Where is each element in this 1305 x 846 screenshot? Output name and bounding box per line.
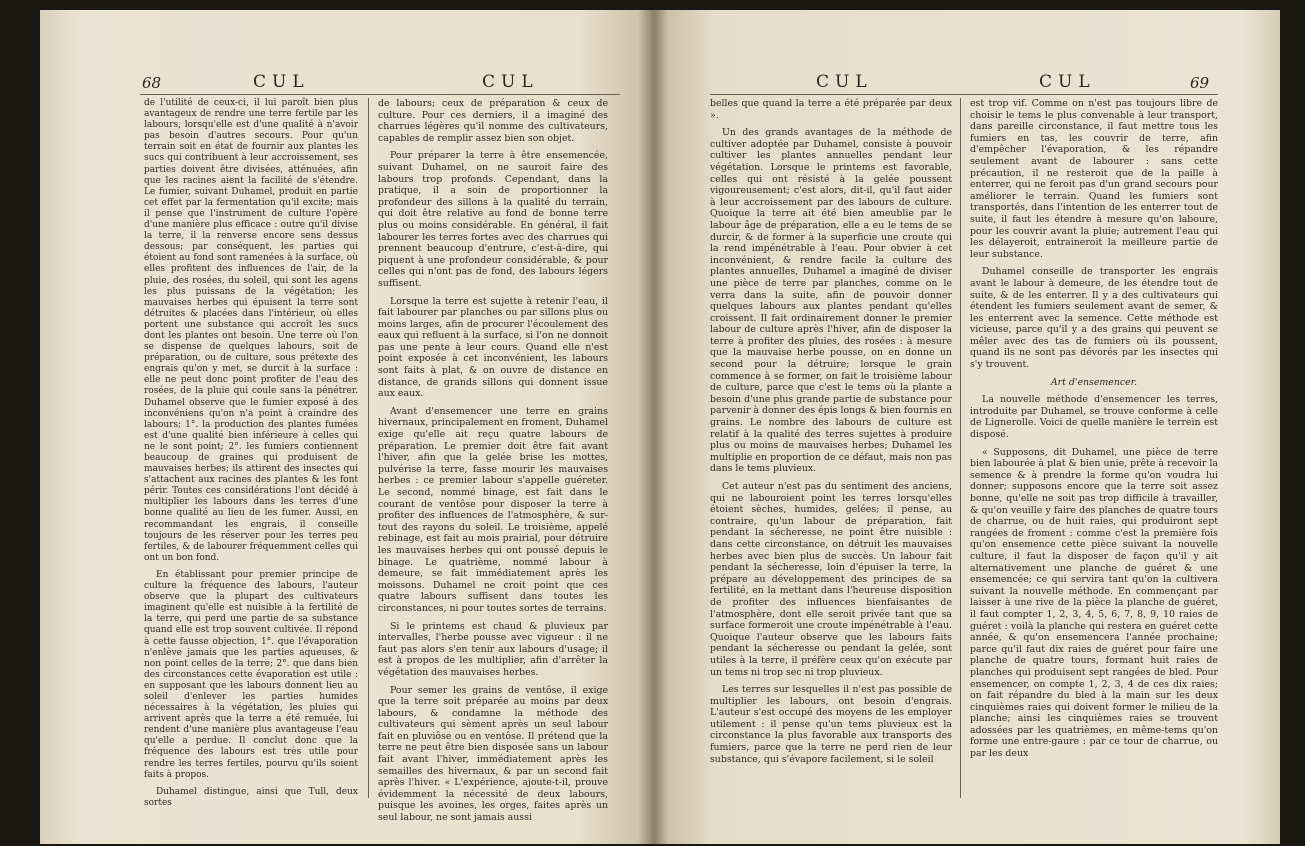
paragraph: Un des grands avantages de la méthode de cultiver adoptée par Duhamel, consiste à pouvoir cultiver les plantes annuelles pendant leur végétation. Lorsque le printems est favorable, celles qui ont résisté à la gelée poussent vigoureusement; c'est alors, dit-il, qu'il faut aider à leur accroissement par des labours de culture. Quoique la terre ait été bien ameublie par le labour âge de préparation, elle a eu le tems de se durcir, & de former à la superficie une croute qui la rend impénétrable à l'eau. Pour obvier à cet inconvénient, & rendre facile la culture des plantes annuelles, Duhamel a imaginé de diviser une pièce de terre par planches, comme on le verra dans la suite, afin de pouvoir donner quelques labours aux plantes pendant qu'elles croissent. Il fait ordinairement donner le premier labour de culture après l'hiver, afin de disposer la terre à profiter des pluies, des rosées : à mesure que la mauvaise herbe pousse, on en donne un second pour la détruire; lorsque le grain commence à se former, on fait le troisième labour de culture, parce que c'est le tems où la plante a besoin d'une plus grande partie de substance pour parvenir à donner des épis longs & bien fournis en grains. Le nombre des labours de culture est relatif à la qualité des terres sujettes à produire plus ou moins de mauvaises herbes; Duhamel les multiplie en proportion de ce défaut, mais non pas dans le tems pluvieux.	[710, 127, 952, 475]
paragraph: Avant d'ensemencer une terre en grains hivernaux, principalement en froment, Duhamel exige qu'elle ait reçu quatre labours de préparation. Le premier doit être fait avant l'hiver, afin que la gelée brise les mottes, pulvérise la terre, fasse mourir les mauvaises herbes : ce premier labour s'appelle guéreter. Le second, nommé binage, est fait dans le courant de ventôse pour disposer la terre à profiter des influences de l'atmosphère, & sur-tout des rayons du soleil. Le troisième, appelé rebinage, est fait au mois prairial, pour détruire les mauvaises herbes qui ont poussé depuis le binage. Le quatrième, nommé labour à demeure, se fait immédiatement après les moissons. Duhamel ne croit point que ces quatre labours suffisent dans toutes les circonstances, ni pour toutes sortes de terrains.	[378, 405, 608, 614]
text-column-right-2	[970, 98, 1218, 766]
text-column-right-1	[710, 98, 952, 771]
paragraph: de labours; ceux de préparation & ceux de culture. Pour ces derniers, il a imaginé des charrues légères qu'il nomme des cultivateurs, capables de remplir assez bien son objet.	[378, 98, 608, 144]
header-rule	[140, 94, 620, 95]
running-header-left-col2: CUL	[482, 72, 539, 92]
left-page	[40, 10, 652, 844]
paragraph: La nouvelle méthode d'ensemencer les terres, introduite par Duhamel, se trouve conforme à celle de Lignerolle. Voici de quelle manière le terrein est disposé.	[970, 394, 1218, 441]
paragraph: Duhamel distingue, ainsi que Tull, deux sortes	[144, 786, 358, 808]
paragraph: Pour semer les grains de ventôse, il exige que la terre soit préparée au moins par deux labours, & condamne la méthode des cultivateurs qui sèment après un seul labour fait en pluviôse ou en ventôse. Il prétend que la terre ne peut être bien disposée sans un labour fait avant l'hiver, immédiatement après les semailles des hivernaux, & par un second fait après l'hiver. « L'expérience, ajoute-t-il, prouve évidemment la nécessité de deux labours, puisque les avoines, les orges, faites après un seul labour, ne sont jamais aussi	[378, 684, 608, 824]
section-heading: Art d'ensemencer.	[1050, 376, 1138, 388]
paragraph: Lorsque la terre est sujette à retenir l'eau, il fait labourer par planches ou par sillons plus ou moins larges, afin de procurer l'écoulement des eaux qui refluent à la surface, si l'on ne donnoit pas une pente à leur cours. Quand elle n'est point exposée à cet inconvénient, les labours sont faits à plat, & on ouvre de distance en distance, de grands sillons qui donnent issue aux eaux.	[378, 295, 608, 400]
paragraph: de l'utilité de ceux-ci, il lui paroît bien plus avantageux de rendre une terre fertile par les labours, lorsqu'elle est d'une qualité à n'avoir pas besoin d'autres secours. Pour qu'un terrain soit en état de fournir aux plantes les sucs qui contribuent à leur accroissement, ses parties doivent être divisées, atténuées, afin que les racines aient la facilité de s'étendre. Le fumier, suivant Duhamel, produit en partie cet effet par la fermentation qu'il excite; mais il pense que l'instrument de culture l'opère d'une manière plus efficace : outre qu'il divise la terre, il la renverse encore sens dessus dessous; par conséquent, les parties qui étoient au fond sont ramenées à la surface, où elles profitent des influences de l'air, de la pluie, des rosées, du soleil, qui sont les agens les plus puissans de la végétation; les mauvaises herbes qui épuisent la terre sont détruites & placées dans l'intérieur, où elles portent une substance qui accroît les sucs dont les plantes ont besoin. Une terre où l'on se dispense de quelques labours, soit de préparation, ou de culture, sous prétexte des engrais qu'on y met, se durcit à la surface : elle ne peut donc point profiter de l'eau des rosées, de la pluie qui coule sans la pénétrer. Duhamel observe que le fumier exposé à des inconvéniens qu'on n'a point à craindre des labours; 1°. la production des plantes fumées est d'une qualité bien inférieure à celles qui ne le sont point; 2°. les fumiers contiennent beaucoup de graines qui produisent de mauvaises herbes; ils attirent des insectes qui s'attachent aux racines des plantes & les font périr. Toutes ces considérations l'ont décidé à multiplier les labours dans les terres d'une bonne qualité au lieu de les fumer. Aussi, en recommandant les engrais, il conseille toujours de les réserver pour les terres peu fertiles, & de labourer fréquemment celles qui ont un bon fond.	[144, 98, 358, 563]
paragraph: Si le printems est chaud & pluvieux par intervalles, l'herbe pousse avec vigueur : il ne faut pas alors s'en tenir aux labours d'usage; il est à propos de les multiplier, afin d'arrêter la végétation des mauvaises herbes.	[378, 620, 608, 678]
paragraph: Pour préparer la terre à être ensemencée, suivant Duhamel, on ne sauroit faire des labours trop profonds. Cependant, dans la pratique, il a soin de proportionner la profondeur des sillons à la qualité du terrain, qui doit être relative au fond de bonne terre plus ou moins considérable. En général, il fait labourer les terres fortes avec des charrues qui prennent beaucoup d'entrure, c'est-à-dire, qui piquent à une profondeur considérable, & pour celles qui n'ont pas de fond, des labours légers suffisent.	[378, 150, 608, 289]
right-page	[652, 10, 1280, 844]
text-column-left-1	[144, 98, 358, 815]
paragraph: Les terres sur lesquelles il n'est pas possible de multiplier les labours, ont besoin d'engrais. L'auteur s'est occupé des moyens de les employer utilement : il pense qu'un tems pluvieux est la circonstance la plus favorable aux transports des fumiers, parce que la terre ne perd rien de leur substance, qui s'évapore facilement, si le soleil	[710, 684, 952, 765]
paragraph: En établissant pour premier principe de culture la fréquence des labours, l'auteur observe que la plupart des cultivateurs imaginent qu'elle est nuisible à la fertilité de la terre, qui perd une partie de sa substance quand elle est trop souvent cultivée. Il répond à cette fausse objection, 1°. que l'évaporation n'enlève jamais que les parties aqueuses, & non point celles de la terre; 2°. que dans bien des circonstances cette évaporation est utile : en supposant que les labours donnent lieu au soleil d'enlever les parties humides nécessaires à la végétation, les pluies qui arrivent après que la terre a été remuée, lui rendent d'une manière plus avantageuse l'eau qu'elle a perdue. Il conclut donc que la fréquence des labours est très utile pour rendre les terres fertiles, pourvu qu'ils soient faits à propos.	[144, 569, 358, 780]
page-number-left: 68	[142, 74, 162, 92]
column-rule	[960, 98, 961, 798]
column-rule	[368, 98, 369, 798]
paragraph: belles que quand la terre a été préparée par deux ».	[710, 98, 952, 121]
text-column-left-2	[378, 98, 608, 830]
running-header-right-col2: CUL	[1039, 72, 1096, 92]
paragraph: est trop vif. Comme on n'est pas toujours libre de choisir le tems le plus convenable à leur transport, dans pareille circonstance, il faut mettre tous les fumiers en tas, les couvrir de terre, afin d'empêcher l'évaporation, & les répandre seulement avant de labourer : sans cette précaution, il ne resteroit que de la paille à enterrer, qui ne feroit pas d'un grand secours pour améliorer le terrain. Quand les fumiers sont transportés, dans l'intention de les enterrer tout de suite, il faut les étendre à mesure qu'on laboure, pour les couvrir avant la pluie; autrement l'eau qui les délayeroit, entraineroit la meilleure partie de leur substance.	[970, 98, 1218, 260]
paragraph: Cet auteur n'est pas du sentiment des anciens, qui ne labouroient point les terres lorsqu'elles étoient sèches, humides, gelées; il pense, au contraire, qu'un labour de préparation, fait pendant la sécheresse, ne point être nuisible : dans cette circonstance, on détruit les mauvaises herbes avec bien plus de succès. Un labour fait pendant la sécheresse, loin d'épuiser la terre, la prépare au développement des principes de sa fertilité, en la mettant dans l'heureuse disposition de profiter des influences bienfaisantes de l'atmosphère, dont elle seroit privée tant que sa surface formeroit une croute impénétrable à l'eau. Quoique l'auteur observe que les labours faits pendant la sécheresse ou pendant la gelée, sont utiles à la terre, il préfère ceux qu'on exécute par un tems ni trop sec ni trop pluvieux.	[710, 481, 952, 678]
header-rule	[710, 94, 1218, 95]
page-number-right: 69	[1190, 74, 1210, 92]
running-header-right-col1: CUL	[816, 72, 873, 92]
running-header-left-col1: CUL	[253, 72, 310, 92]
paragraph: « Supposons, dit Duhamel, une pièce de terre bien labourée à plat & bien unie, prête à recevoir la semence & à prendre la forme qu'on voudra lui donner; supposons encore que la terre soit assez bonne, qu'elle ne soit pas trop difficile à travailler, & qu'on veuille y faire des planches de quatre tours de charrue, ou de huit raies, qui produiront sept rangées de froment : comme c'est la première fois qu'on ensemence cette pièce suivant la nouvelle culture, il faut la disposer de façon qu'il y ait alternativement une planche de guéret & une ensemencée; ce qui servira tant qu'on la cultivera suivant la nouvelle méthode. En commençant par laisser à une rive de la pièce la planche de guéret, il faut compter 1, 2, 3, 4, 5, 6, 7, 8, 9, 10 raies de guéret : voilà la planche qui restera en guéret cette année, & qu'on ensemencera l'année prochaine; parce qu'il faut dix raies de guéret pour faire une planche de quatre tours, formant huit raies de planches qui produisent sept rangées de bled. Pour ensemencer, on compte 1, 2, 3, 4 de ces dix raies; on fait répandre du bled à la main sur les deux cinquièmes raies qui doivent former le milieu de la planche; ainsi les cinquièmes raies se trouvent adossées par les quatrièmes, en même-tems qu'on forme une entre-gaure : par ce tour de charrue, ou par les deux	[970, 446, 1218, 760]
open-book	[40, 10, 1280, 844]
paragraph: Duhamel conseille de transporter les engrais avant le labour à demeure, de les étendre tout de suite, & de les enterrer. Il y a des cultivateurs qui étendent les fumiers seulement avant de semer, & les enterrent avec la semence. Cette méthode est vicieuse, parce qu'il y a des grains qui peuvent se mêler avec des tas de fumiers où ils poussent, quand ils ne sont pas dévorés par les insectes qui s'y trouvent.	[970, 266, 1218, 371]
book-gutter	[638, 10, 668, 844]
